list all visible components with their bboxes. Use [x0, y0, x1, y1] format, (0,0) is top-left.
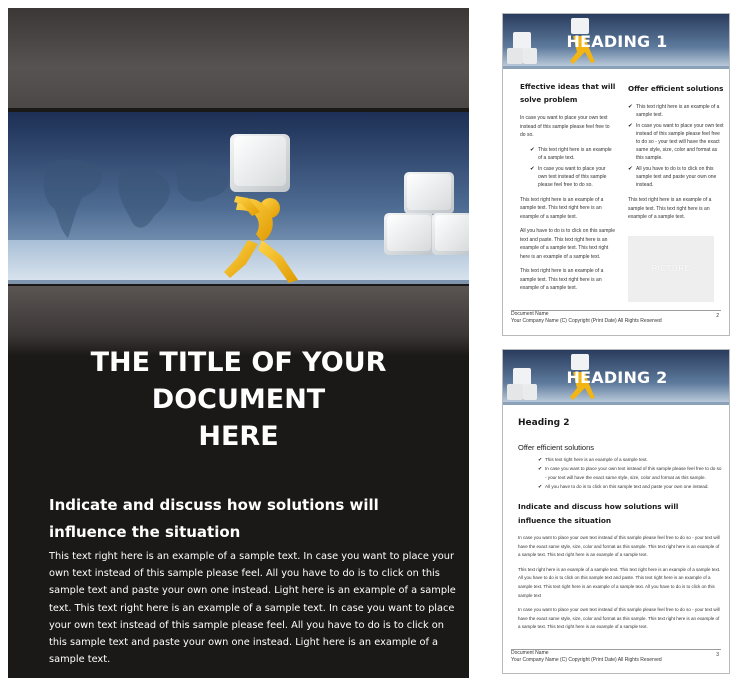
page-banner	[503, 350, 730, 405]
check-icon: ✔	[530, 146, 535, 153]
right-column	[628, 82, 724, 302]
page-footer	[511, 649, 721, 674]
check-icon: ✔	[628, 104, 633, 110]
heading-2: Heading 2	[518, 418, 570, 428]
cover-page[interactable]	[8, 8, 469, 678]
paragraph: All you have to do is to click on this sample text and paste. This text right here is an example of a sample text. This text right here is an example of a sample text.	[520, 228, 616, 260]
paragraph: This text right here is an example of a sample text. This text right here is an example of a sample text.	[628, 197, 712, 220]
paragraph: This text right here is an example of a sample text. This text right here is an example of a sample text. All you have to do is to click on this sample text and paste. This text right here is an example of a sample text. This text right here is an example of a sample text. All you have to do is to click on this sample text	[518, 566, 721, 598]
page-banner	[503, 14, 730, 69]
paragraph: In case you want to place your own text instead of this sample please feel free to do so - your text will have the exact same style, size, color and format as this sample. This text right here is an example of a sample text. This text right here is an example of a sample text.	[518, 535, 720, 558]
footer-company: Your Company Name (C) Copyright (Print Date) All Rights Reserved	[511, 317, 662, 324]
picture-placeholder[interactable]	[628, 236, 714, 302]
footer-document-name: Document Name	[511, 650, 549, 656]
subheading: Offer efficient solutions	[518, 443, 595, 452]
list-item: ✔ In case you want to place your own text instead of this sample please feel free to do so.	[530, 165, 607, 188]
page-heading: HEADING 1	[566, 32, 668, 51]
page-footer	[511, 310, 721, 336]
right-column-title: Offer efficient solutions	[628, 84, 724, 93]
check-icon: ✔	[538, 466, 543, 473]
paragraph: In case you want to place your own text instead of this sample please feel free to do so - your text will have the exact same style, size, color and format as this sample. This text right here is an example of a sample text. This text right here is an example of a sample text.	[518, 607, 720, 630]
left-column	[520, 80, 616, 299]
page-thumbnail-3[interactable]	[502, 349, 730, 674]
cover-subheading: Indicate and discuss how solutions will influence the situation	[49, 496, 379, 541]
bullet-list	[530, 146, 616, 189]
check-icon: ✔	[530, 165, 535, 172]
list-item: ✔ In case you want to place your own text instead of this sample please feel free to do so - your text will have the exact same style, size, color and format as this sample.	[538, 466, 722, 480]
check-icon: ✔	[628, 123, 633, 129]
paragraph: In case you want to place your own text instead of this sample please feel free to do so.	[520, 115, 610, 138]
cover-body-text: This text right here is an example of a sample text. In case you want to place your own text instead of this sample please feel. All you have to do is to click on this sample text and paste your own one instead. Light here is an example of a sample text. This text right here is an example of a sample text. In case you want to place your own text instead of this sample please feel. All you have to do is to click on this sample text and paste your own one instead. Light here is an example of a sample text.	[49, 551, 456, 666]
cover-title-line-2: DOCUMENT	[151, 384, 326, 415]
list-item: ✔ All you have to do is to click on this sample text and paste your own one instead.	[628, 166, 717, 188]
cover-title-line-1: THE TITLE OF YOUR	[90, 347, 387, 378]
list-item: ✔ This text right here is an example of a sample text.	[628, 104, 720, 118]
picture-label: PICTURE	[651, 264, 691, 273]
cover-title	[8, 344, 469, 455]
list-item: ✔ This text right here is an example of a sample text.	[530, 146, 612, 161]
section-heading: Indicate and discuss how solutions will influence the situation	[518, 502, 679, 525]
footer-company: Your Company Name (C) Copyright (Print Date) All Rights Reserved	[511, 656, 662, 663]
check-icon: ✔	[538, 484, 543, 491]
cover-photo	[8, 112, 469, 284]
carried-cube	[230, 134, 290, 192]
list-item: ✔ In case you want to place your own text instead of this sample please feel free to do so - your text will have the exact same style, size, color and format as this sample.	[628, 123, 724, 161]
list-item: ✔ This text right here is an example of a sample text.	[538, 457, 648, 463]
cover-top-band	[8, 8, 469, 108]
paragraph: This text right here is an example of a sample text. This text right here is an example of a sample text.	[520, 196, 604, 220]
paragraph: This text right here is an example of a sample text. This text right here is an example of a sample text.	[520, 268, 604, 291]
check-icon: ✔	[628, 166, 633, 172]
bullet-list	[538, 456, 723, 493]
check-icon: ✔	[538, 457, 543, 463]
bullet-list	[628, 103, 724, 189]
cover-title-line-3: HERE	[198, 421, 279, 452]
body-text	[518, 534, 721, 638]
left-column-title: Effective ideas that will solve problem	[520, 82, 616, 104]
page-thumbnail-2[interactable]	[502, 13, 730, 336]
page-number: 3	[716, 652, 719, 658]
page-heading: HEADING 2	[566, 368, 668, 387]
page-number: 2	[716, 313, 719, 319]
footer-document-name: Document Name	[511, 311, 549, 317]
list-item: ✔ All you have to do is to click on this sample text and paste your own one instead.	[538, 484, 709, 491]
